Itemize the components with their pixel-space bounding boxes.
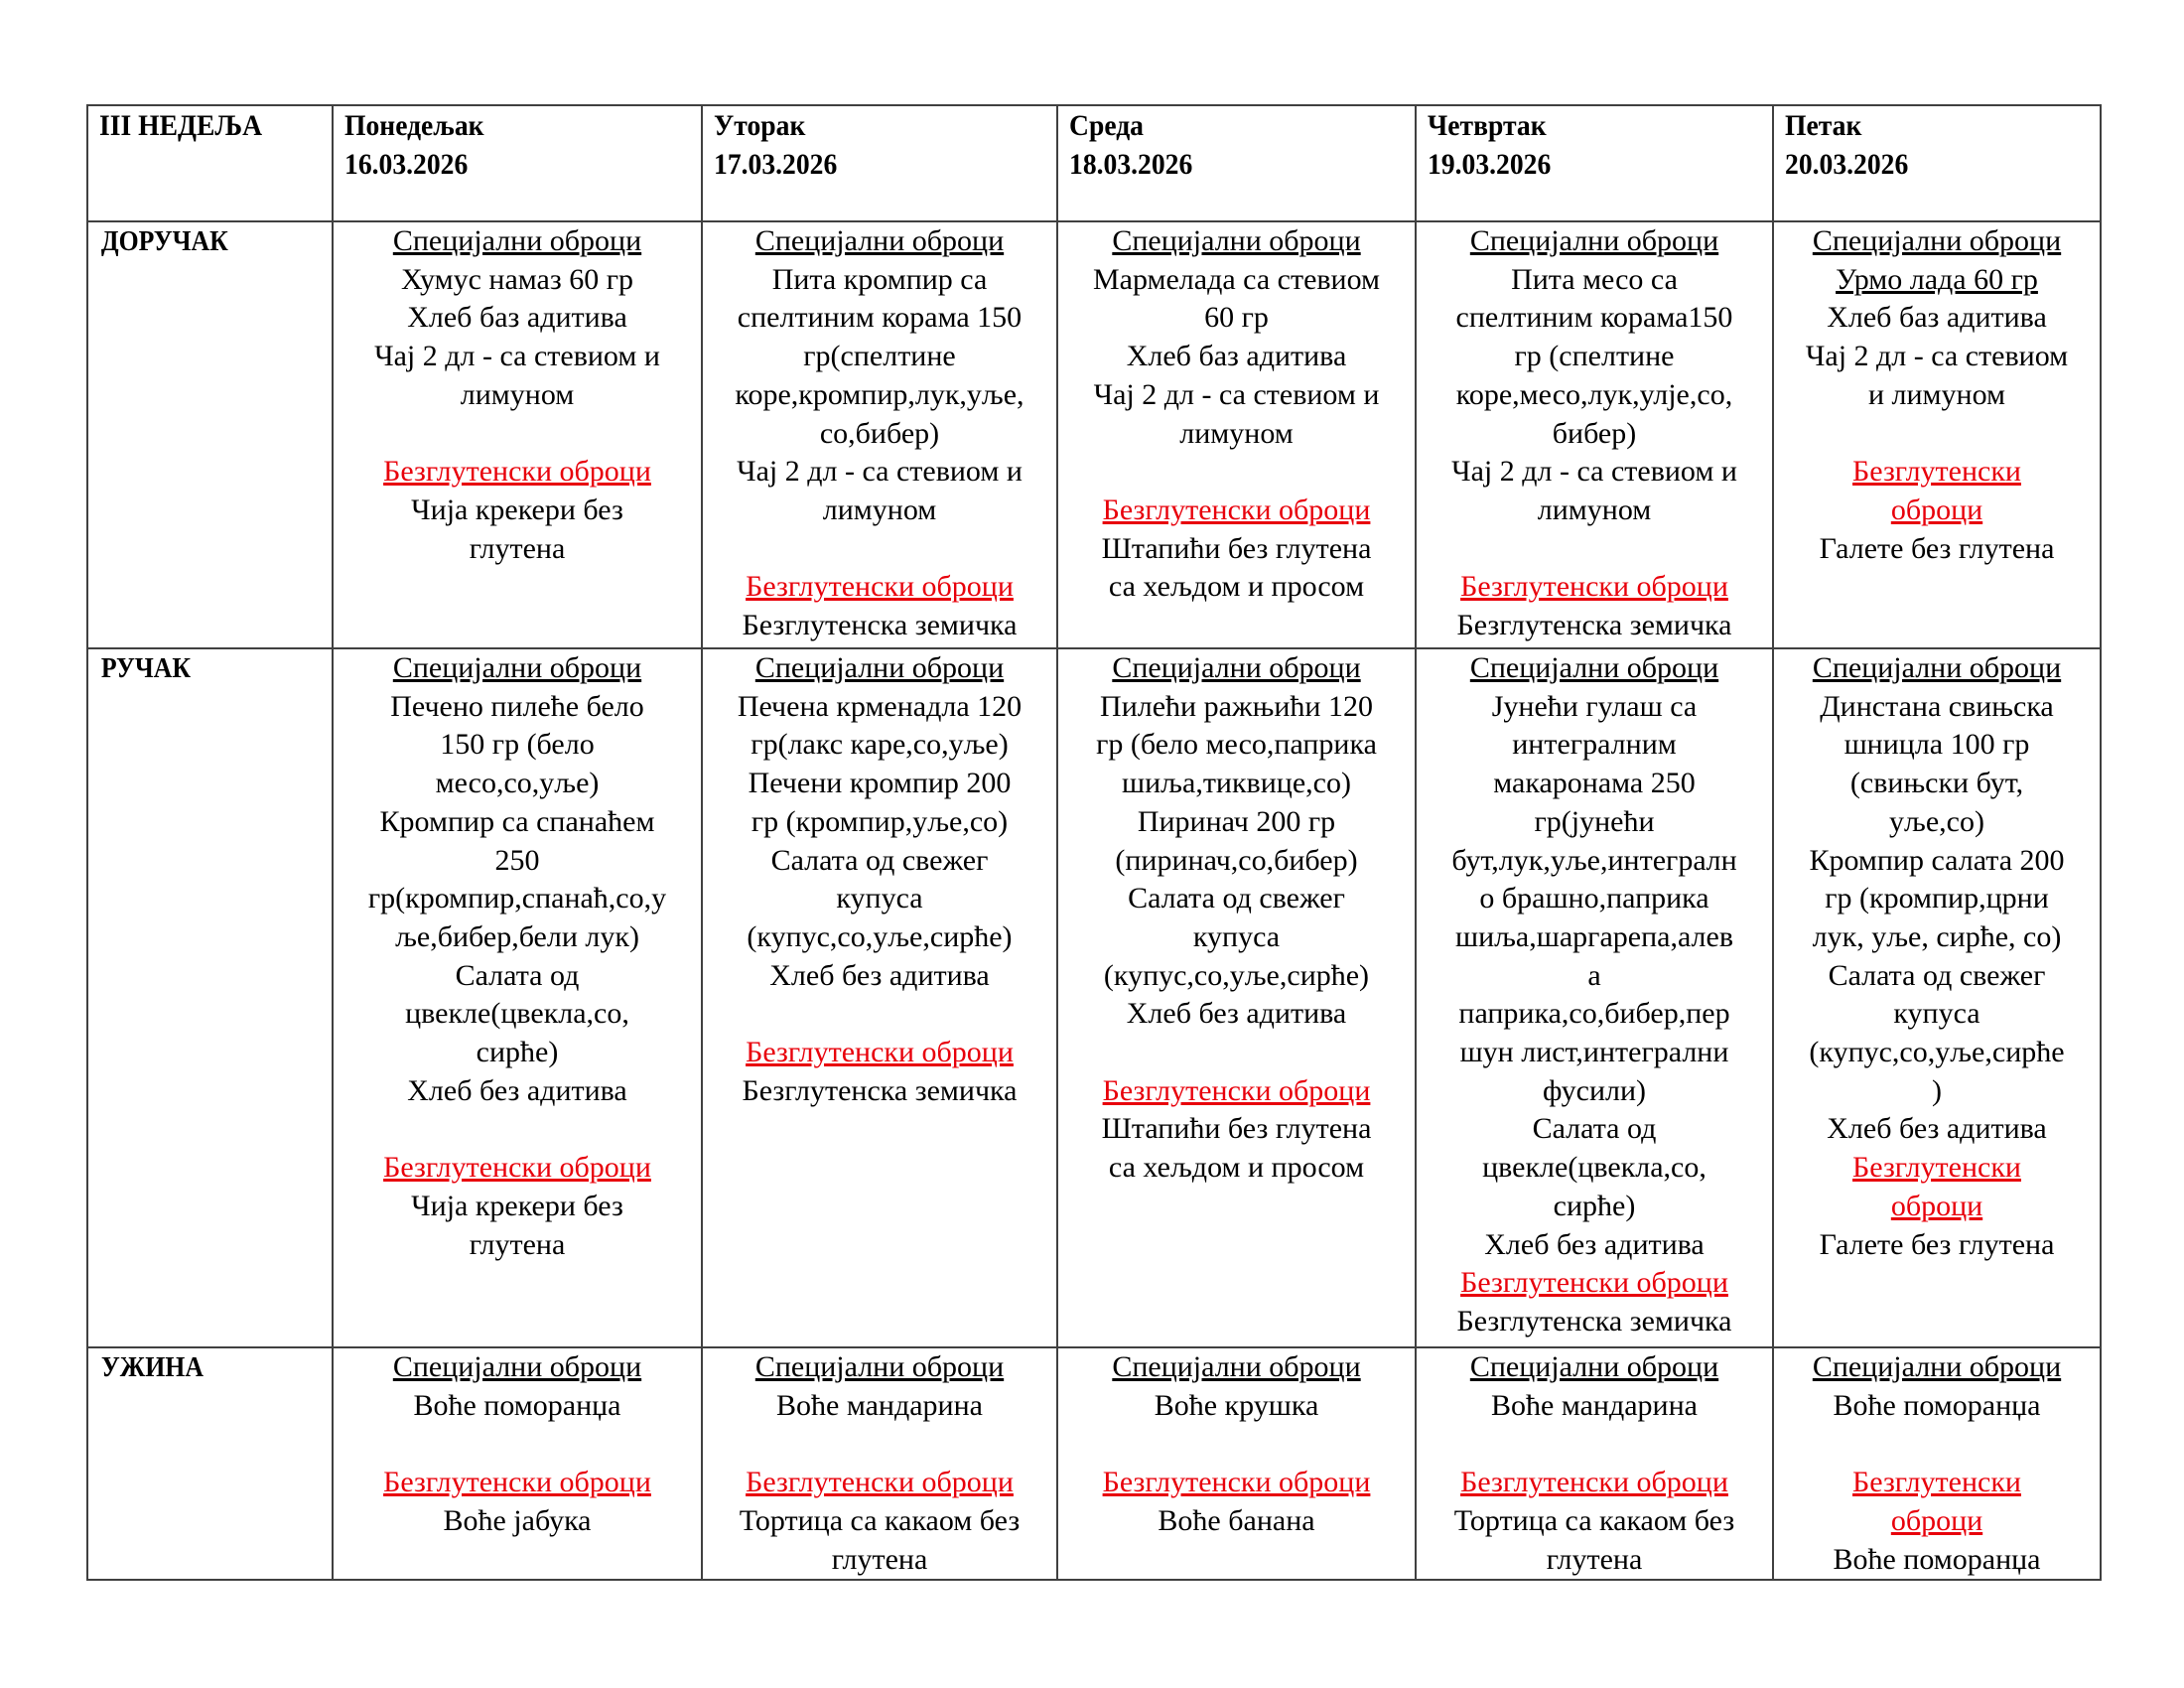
menu-item-line: Воће банана (1158, 1503, 1315, 1537)
menu-item-line: Воће мандарина (776, 1388, 983, 1422)
menu-cell (1773, 1347, 2101, 1580)
special-meals-heading: Специјални оброци (1469, 1350, 1719, 1383)
menu-item-line: Галете без глутена (1819, 1227, 2055, 1261)
menu-item-line: Хлеб без адитива (1484, 1227, 1705, 1261)
gluten-free-heading: оброци (1890, 1503, 1983, 1537)
menu-item-line: Хлеб без адитива (1827, 1112, 2047, 1146)
menu-item-line: Хлеб баз адитива (407, 301, 627, 335)
day-date: 19.03.2026 (1428, 148, 1552, 181)
menu-item-line: (купус,со,уље,сирће) (747, 919, 1013, 953)
menu-item-line: Хумус намаз 60 гр (400, 262, 634, 296)
menu-item-line: Безглутенска земичка (742, 1073, 1018, 1107)
menu-item-line: гр(јунећи (1534, 804, 1655, 838)
menu-item-line: уље,со) (1889, 804, 1984, 838)
menu-item-line: Хлеб без адитива (1126, 997, 1347, 1031)
menu-item-line: Воће поморанџа (413, 1388, 621, 1422)
menu-item-line: Печена крменадла 120 (737, 689, 1023, 723)
menu-item-line: гр(спелтине (803, 340, 956, 373)
meal-label: РУЧАК (100, 653, 192, 684)
gluten-free-heading: Безглутенски оброци (383, 1466, 651, 1499)
menu-item-line: гр (кромпир,црни (1825, 882, 2049, 915)
gluten-free-heading: Безглутенски оброци (383, 1151, 651, 1185)
menu-cell (702, 221, 1057, 648)
menu-item-line: Урмо лада 60 гр (1836, 262, 2038, 296)
gluten-free-heading: Безглутенски оброци (746, 1036, 1014, 1069)
menu-cell (1057, 648, 1416, 1347)
meal-label-cell (87, 221, 333, 648)
gluten-free-heading: Безглутенски оброци (746, 570, 1014, 604)
menu-item-line: Пита кромпир са (771, 262, 988, 296)
day-header-thursday (1416, 105, 1773, 221)
menu-item-line: бибер) (1552, 416, 1637, 450)
header-row (87, 105, 2101, 221)
menu-item-line: шун лист,интегрални (1459, 1036, 1729, 1069)
menu-item-line: паприка,со,бибер,пер (1458, 997, 1730, 1031)
menu-item-line: Пиринач 200 гр (1137, 804, 1336, 838)
menu-item-line: шницла 100 гр (1843, 728, 2030, 762)
menu-item-line: купуса (836, 882, 923, 915)
meal-label-cell (87, 1347, 333, 1580)
menu-item-line: (купус,со,уље,сирће) (1103, 958, 1370, 992)
spacer (707, 530, 1052, 569)
menu-item-line: Тортица са какаом без (1453, 1503, 1735, 1537)
menu-item-line: со,бибер) (819, 416, 940, 450)
menu-item-line: гр(кромпир,спанаћ,со,у (367, 882, 667, 915)
menu-item-line: са хељдом и просом (1108, 1151, 1365, 1185)
menu-cell (702, 648, 1057, 1347)
menu-item-line: Печено пилеће бело (390, 689, 644, 723)
menu-item-line: Чај 2 дл - са стевиом и (374, 340, 660, 373)
menu-item-line: (купус,со,уље,сирће (1809, 1036, 2065, 1069)
menu-item-line: глутена (469, 531, 566, 565)
gluten-free-heading: Безглутенски оброци (383, 455, 651, 489)
menu-item-line: гр(лакс каре,со,уље) (751, 728, 1009, 762)
menu-item-line: Чај 2 дл - са стевиом и (1093, 377, 1380, 411)
menu-item-line: Тортица са какаом без (739, 1503, 1021, 1537)
special-meals-heading: Специјални оброци (1469, 651, 1719, 684)
gluten-free-heading: Безглутенски оброци (1460, 570, 1728, 604)
day-name: Понедељак (344, 109, 484, 142)
menu-item-line: месо,со,уље) (435, 767, 600, 800)
menu-item-line: о брашно,паприка (1479, 882, 1709, 915)
weekly-menu-table (86, 104, 2102, 1581)
gluten-free-heading: Безглутенски оброци (1460, 1266, 1728, 1300)
menu-item-line: лимуном (1179, 416, 1294, 450)
special-meals-heading: Специјални оброци (1112, 651, 1361, 684)
menu-item-line: цвекле(цвекла,со, (405, 997, 629, 1031)
menu-cell (333, 1347, 702, 1580)
special-meals-heading: Специјални оброци (392, 1350, 642, 1383)
menu-item-line: 250 (494, 843, 540, 877)
menu-item-line: Салата од (1532, 1112, 1657, 1146)
menu-item-line: сирће) (476, 1036, 559, 1069)
menu-item-line: Печени кромпир 200 (748, 767, 1012, 800)
menu-item-line: глутена (831, 1542, 928, 1576)
menu-item-line: Воће поморанџа (1833, 1542, 2041, 1576)
day-header-monday (333, 105, 702, 221)
menu-item-line: гр (бело месо,паприка (1096, 728, 1377, 762)
menu-item-line: Чија крекери без (411, 492, 623, 526)
special-meals-heading: Специјални оброци (754, 1350, 1005, 1383)
special-meals-heading: Специјални оброци (1469, 224, 1719, 257)
menu-item-line: коре,кромпир,лук,уље, (735, 377, 1024, 411)
menu-item-line: Хлеб без адитива (407, 1073, 627, 1107)
gluten-free-heading: Безглутенски (1852, 455, 2021, 489)
gluten-free-heading: Безглутенски оброци (1102, 492, 1371, 526)
menu-item-line: Кромпир салата 200 (1809, 843, 2065, 877)
menu-item-line: цвекле(цвекла,со, (1482, 1151, 1706, 1185)
menu-item-line: Салата од свежег (770, 843, 989, 877)
meal-row-breakfast (87, 221, 2101, 648)
spacer (1778, 1425, 2096, 1464)
menu-item-line: 150 гр (бело (440, 728, 595, 762)
day-header-wednesday (1057, 105, 1416, 221)
special-meals-heading: Специјални оброци (392, 224, 642, 257)
menu-item-line: Штапићи без глутена (1101, 531, 1372, 565)
menu-item-line: Салата од (455, 958, 580, 992)
menu-item-line: Чај 2 дл - са стевиом и (1451, 455, 1737, 489)
menu-item-line: Чај 2 дл - са стевиом и (737, 455, 1023, 489)
meal-row-snack (87, 1347, 2101, 1580)
menu-item-line: ) (1932, 1073, 1942, 1107)
week-label: III НЕДЕЉА (99, 109, 263, 142)
spacer (1421, 1425, 1768, 1464)
menu-item-line: фусили) (1542, 1073, 1647, 1107)
menu-item-line: глутена (1546, 1542, 1643, 1576)
gluten-free-heading: оброци (1890, 1189, 1983, 1222)
menu-item-line: (пиринач,со,бибер) (1115, 843, 1358, 877)
menu-cell (1416, 221, 1773, 648)
menu-item-line: Чија крекери без (411, 1189, 623, 1222)
menu-item-line: ље,бибер,бели лук) (395, 919, 639, 953)
spacer (1062, 1425, 1411, 1464)
spacer (1421, 530, 1768, 569)
menu-item-line: Салата од свежег (1828, 958, 2046, 992)
day-header-tuesday (702, 105, 1057, 221)
day-date: 16.03.2026 (344, 148, 469, 181)
menu-item-line: гр (спелтине (1514, 340, 1675, 373)
special-meals-heading: Специјални оброци (1812, 651, 2062, 684)
gluten-free-heading: Безглутенски оброци (746, 1466, 1014, 1499)
menu-item-line: коре,месо,лук,улје,со, (1455, 377, 1733, 411)
menu-item-line: макаронама 250 (1493, 767, 1696, 800)
day-date: 18.03.2026 (1069, 148, 1193, 181)
day-date: 20.03.2026 (1785, 148, 1909, 181)
menu-item-line: гр (кромпир,уље,со) (751, 804, 1009, 838)
menu-item-line: купуса (1192, 919, 1281, 953)
menu-cell (1416, 1347, 1773, 1580)
spacer (707, 995, 1052, 1034)
menu-item-line: 60 гр (1204, 301, 1269, 335)
menu-item-line: Пилећи ражњићи 120 (1100, 689, 1373, 723)
menu-item-line: Хлеб без адитива (769, 958, 990, 992)
gluten-free-heading: оброци (1890, 492, 1983, 526)
menu-item-line: Безглутенска земичка (1456, 1304, 1732, 1337)
menu-item-line: Хлеб баз адитива (1126, 340, 1347, 373)
menu-item-line: лимуном (1537, 492, 1652, 526)
menu-item-line: спелтиним корама150 (1455, 301, 1733, 335)
menu-cell (1773, 221, 2101, 648)
spacer (338, 1425, 697, 1464)
menu-item-line: Динстана свињска (1820, 689, 2054, 723)
menu-item-line: лимуном (460, 377, 575, 411)
menu-item-line: сирће) (1553, 1189, 1636, 1222)
menu-item-line: глутена (469, 1227, 566, 1261)
gluten-free-heading: Безглутенски (1852, 1151, 2021, 1185)
menu-cell (333, 648, 702, 1347)
menu-item-line: Салата од свежег (1128, 882, 1345, 915)
spacer (338, 1110, 697, 1149)
menu-cell (1773, 648, 2101, 1347)
menu-item-line: Кромпир са спанаћем (379, 804, 655, 838)
day-name: Среда (1069, 109, 1144, 142)
week-label-cell (87, 105, 333, 221)
menu-item-line: лук, уље, сирће, со) (1812, 919, 2062, 953)
special-meals-heading: Специјални оброци (392, 651, 642, 684)
special-meals-heading: Специјални оброци (754, 651, 1005, 684)
menu-item-line: Хлеб баз адитива (1827, 301, 2047, 335)
menu-item-line: Безглутенска земичка (742, 609, 1018, 642)
day-name: Петак (1785, 109, 1862, 142)
menu-item-line: шиља,тиквице,со) (1122, 767, 1351, 800)
menu-item-line: Воће мандарина (1491, 1388, 1698, 1422)
menu-item-line: Пита месо са (1511, 262, 1678, 296)
special-meals-heading: Специјални оброци (1812, 224, 2062, 257)
menu-item-line: и лимуном (1867, 377, 2006, 411)
spacer (707, 1425, 1052, 1464)
spacer (1062, 453, 1411, 492)
gluten-free-heading: Безглутенски оброци (1102, 1466, 1371, 1499)
day-header-friday (1773, 105, 2101, 221)
menu-item-line: Јунећи гулаш са (1491, 689, 1698, 723)
spacer (338, 415, 697, 454)
menu-item-line: Воће јабука (443, 1503, 592, 1537)
menu-item-line: (свињски бут, (1849, 767, 2024, 800)
menu-item-line: Чај 2 дл - са стевиом (1805, 340, 2069, 373)
menu-item-line: са хељдом и просом (1108, 570, 1365, 604)
spacer (1778, 415, 2096, 454)
menu-item-line: Воће поморанџа (1833, 1388, 2041, 1422)
special-meals-heading: Специјални оброци (754, 224, 1005, 257)
special-meals-heading: Специјални оброци (1112, 224, 1361, 257)
menu-item-line: а (1587, 958, 1601, 992)
meal-label: УЖИНА (100, 1352, 204, 1383)
menu-item-line: Мармелада са стевиом (1092, 262, 1381, 296)
day-name: Четвртак (1428, 109, 1547, 142)
meal-row-lunch (87, 648, 2101, 1347)
menu-item-line: купуса (1893, 997, 1980, 1031)
spacer (1062, 1034, 1411, 1072)
menu-item-line: Штапићи без глутена (1101, 1112, 1372, 1146)
menu-item-line: Воће крушка (1154, 1388, 1319, 1422)
meal-label-cell (87, 648, 333, 1347)
menu-item-line: Галете без глутена (1819, 531, 2055, 565)
gluten-free-heading: Безглутенски оброци (1460, 1466, 1728, 1499)
gluten-free-heading: Безглутенски (1852, 1466, 2021, 1499)
special-meals-heading: Специјални оброци (1812, 1350, 2062, 1383)
menu-item-line: спелтиним корама 150 (737, 301, 1023, 335)
day-name: Уторак (714, 109, 806, 142)
menu-cell (1416, 648, 1773, 1347)
menu-cell (1057, 1347, 1416, 1580)
gluten-free-heading: Безглутенски оброци (1102, 1073, 1371, 1107)
menu-item-line: Безглутенска земичка (1456, 609, 1732, 642)
menu-item-line: бут,лук,уље,интегрaлн (1451, 843, 1737, 877)
menu-cell (333, 221, 702, 648)
special-meals-heading: Специјални оброци (1112, 1350, 1361, 1383)
menu-cell (1057, 221, 1416, 648)
menu-cell (702, 1347, 1057, 1580)
menu-item-line: шиља,шаргарепа,алев (1454, 919, 1734, 953)
day-date: 17.03.2026 (714, 148, 838, 181)
meal-label: ДОРУЧАК (100, 226, 228, 257)
menu-item-line: лимуном (822, 492, 937, 526)
menu-item-line: интегралним (1512, 728, 1677, 762)
